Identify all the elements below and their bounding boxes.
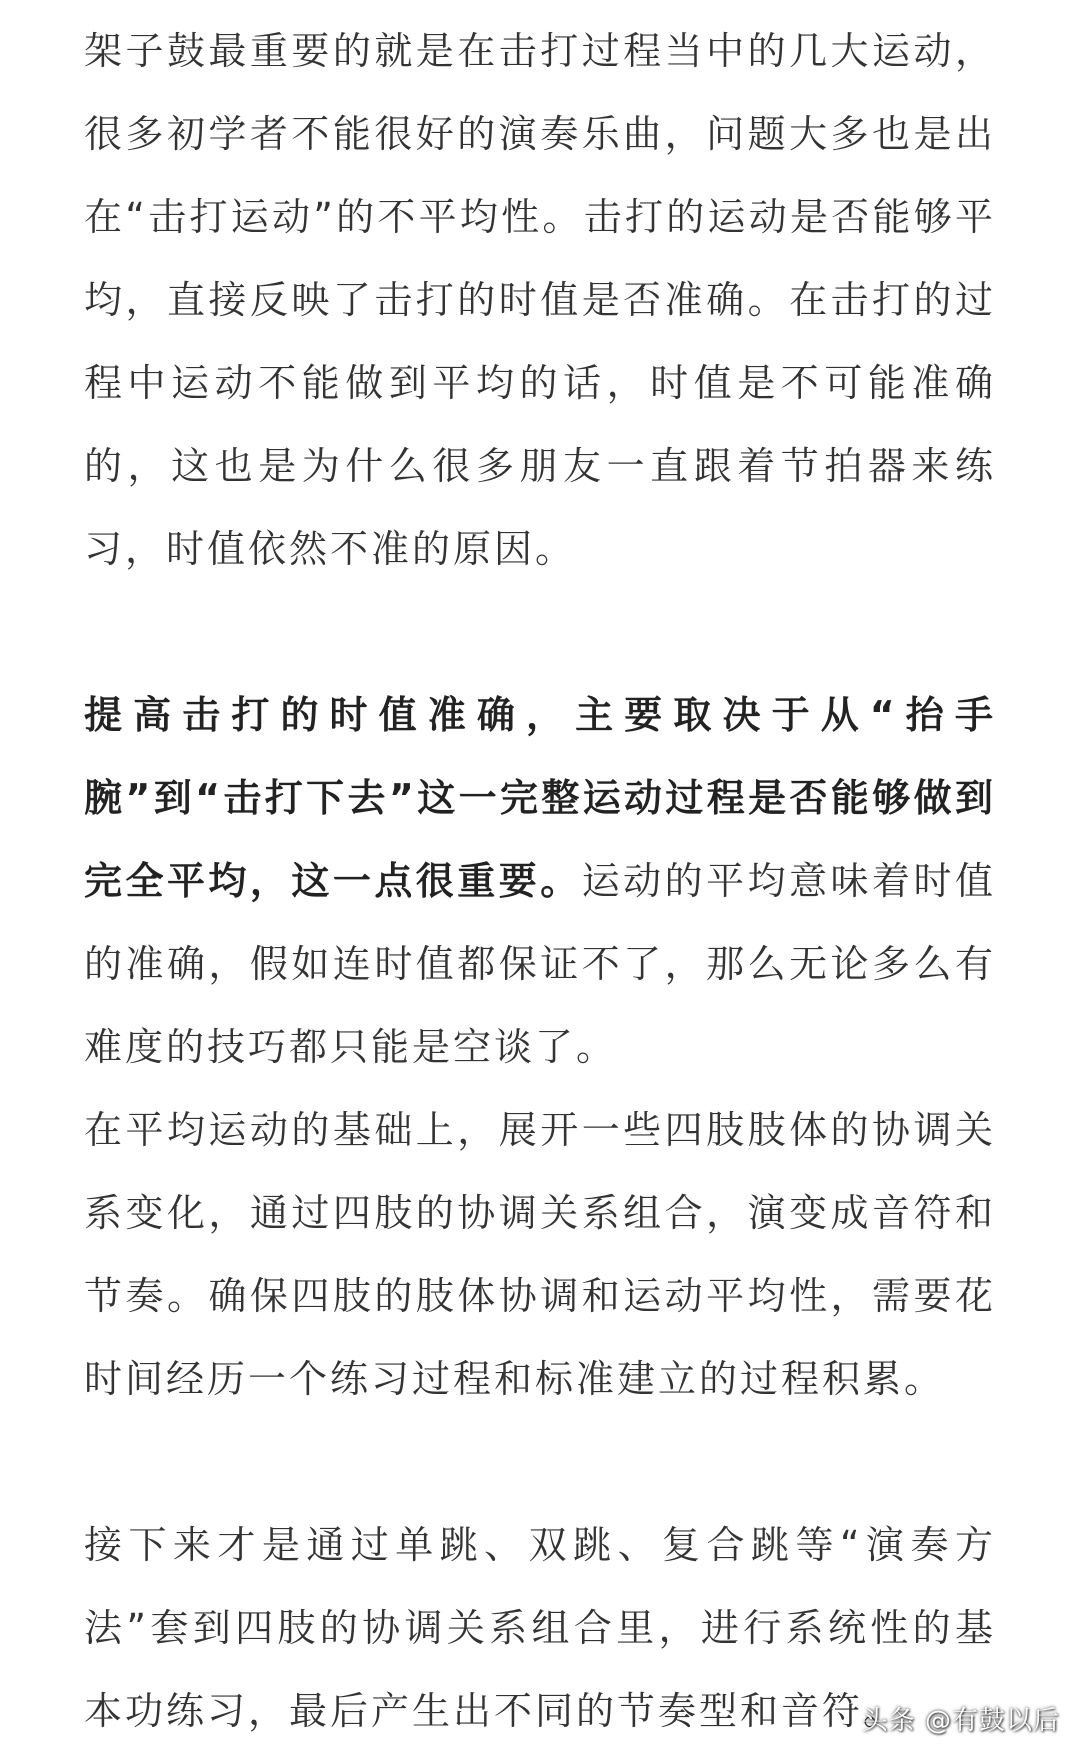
key-point-emphasis: 提高击打的时值准确，主要取决于从“抬手腕”到“击打下去”这一完整运动过程是否能够做到完全平均，这一点很重要。 xyxy=(84,693,996,903)
paragraph-key-point xyxy=(84,674,996,1089)
paragraph-methods: 接下来才是通过单跳、双跳、复合跳等“演奏方法”套到四肢的协调关系组合里，进行系统性的基本功练习，最后产生出不同的节奏型和音符。 xyxy=(84,1523,996,1733)
key-point-rest: 运动的平均意味着时值的准确，假如连时值都保证不了，那么无论多么有难度的技巧都只能是空谈了。 xyxy=(84,859,996,1069)
paragraph-coordination: 在平均运动的基础上，展开一些四肢肢体的协调关系变化，通过四肢的协调关系组合，演变成音符和节奏。确保四肢的肢体协调和运动平均性，需要花时间经历一个练习过程和标准建立的过程积累。 xyxy=(84,1108,996,1401)
paragraph-gap xyxy=(84,591,996,674)
article-body xyxy=(84,10,996,1753)
paragraph-gap xyxy=(84,1421,996,1504)
source-watermark: 头条 @有鼓以后 xyxy=(861,1706,1060,1736)
paragraph-intro: 架子鼓最重要的就是在击打过程当中的几大运动，很多初学者不能很好的演奏乐曲，问题大多也是出在“击打运动”的不平均性。击打的运动是否能够平均，直接反映了击打的时值是否准确。在击打的过程中运动不能做到平均的话，时值是不可能准确的，这也是为什么很多朋友一直跟着节拍器来练习，时值依然不准的原因。 xyxy=(84,29,996,571)
